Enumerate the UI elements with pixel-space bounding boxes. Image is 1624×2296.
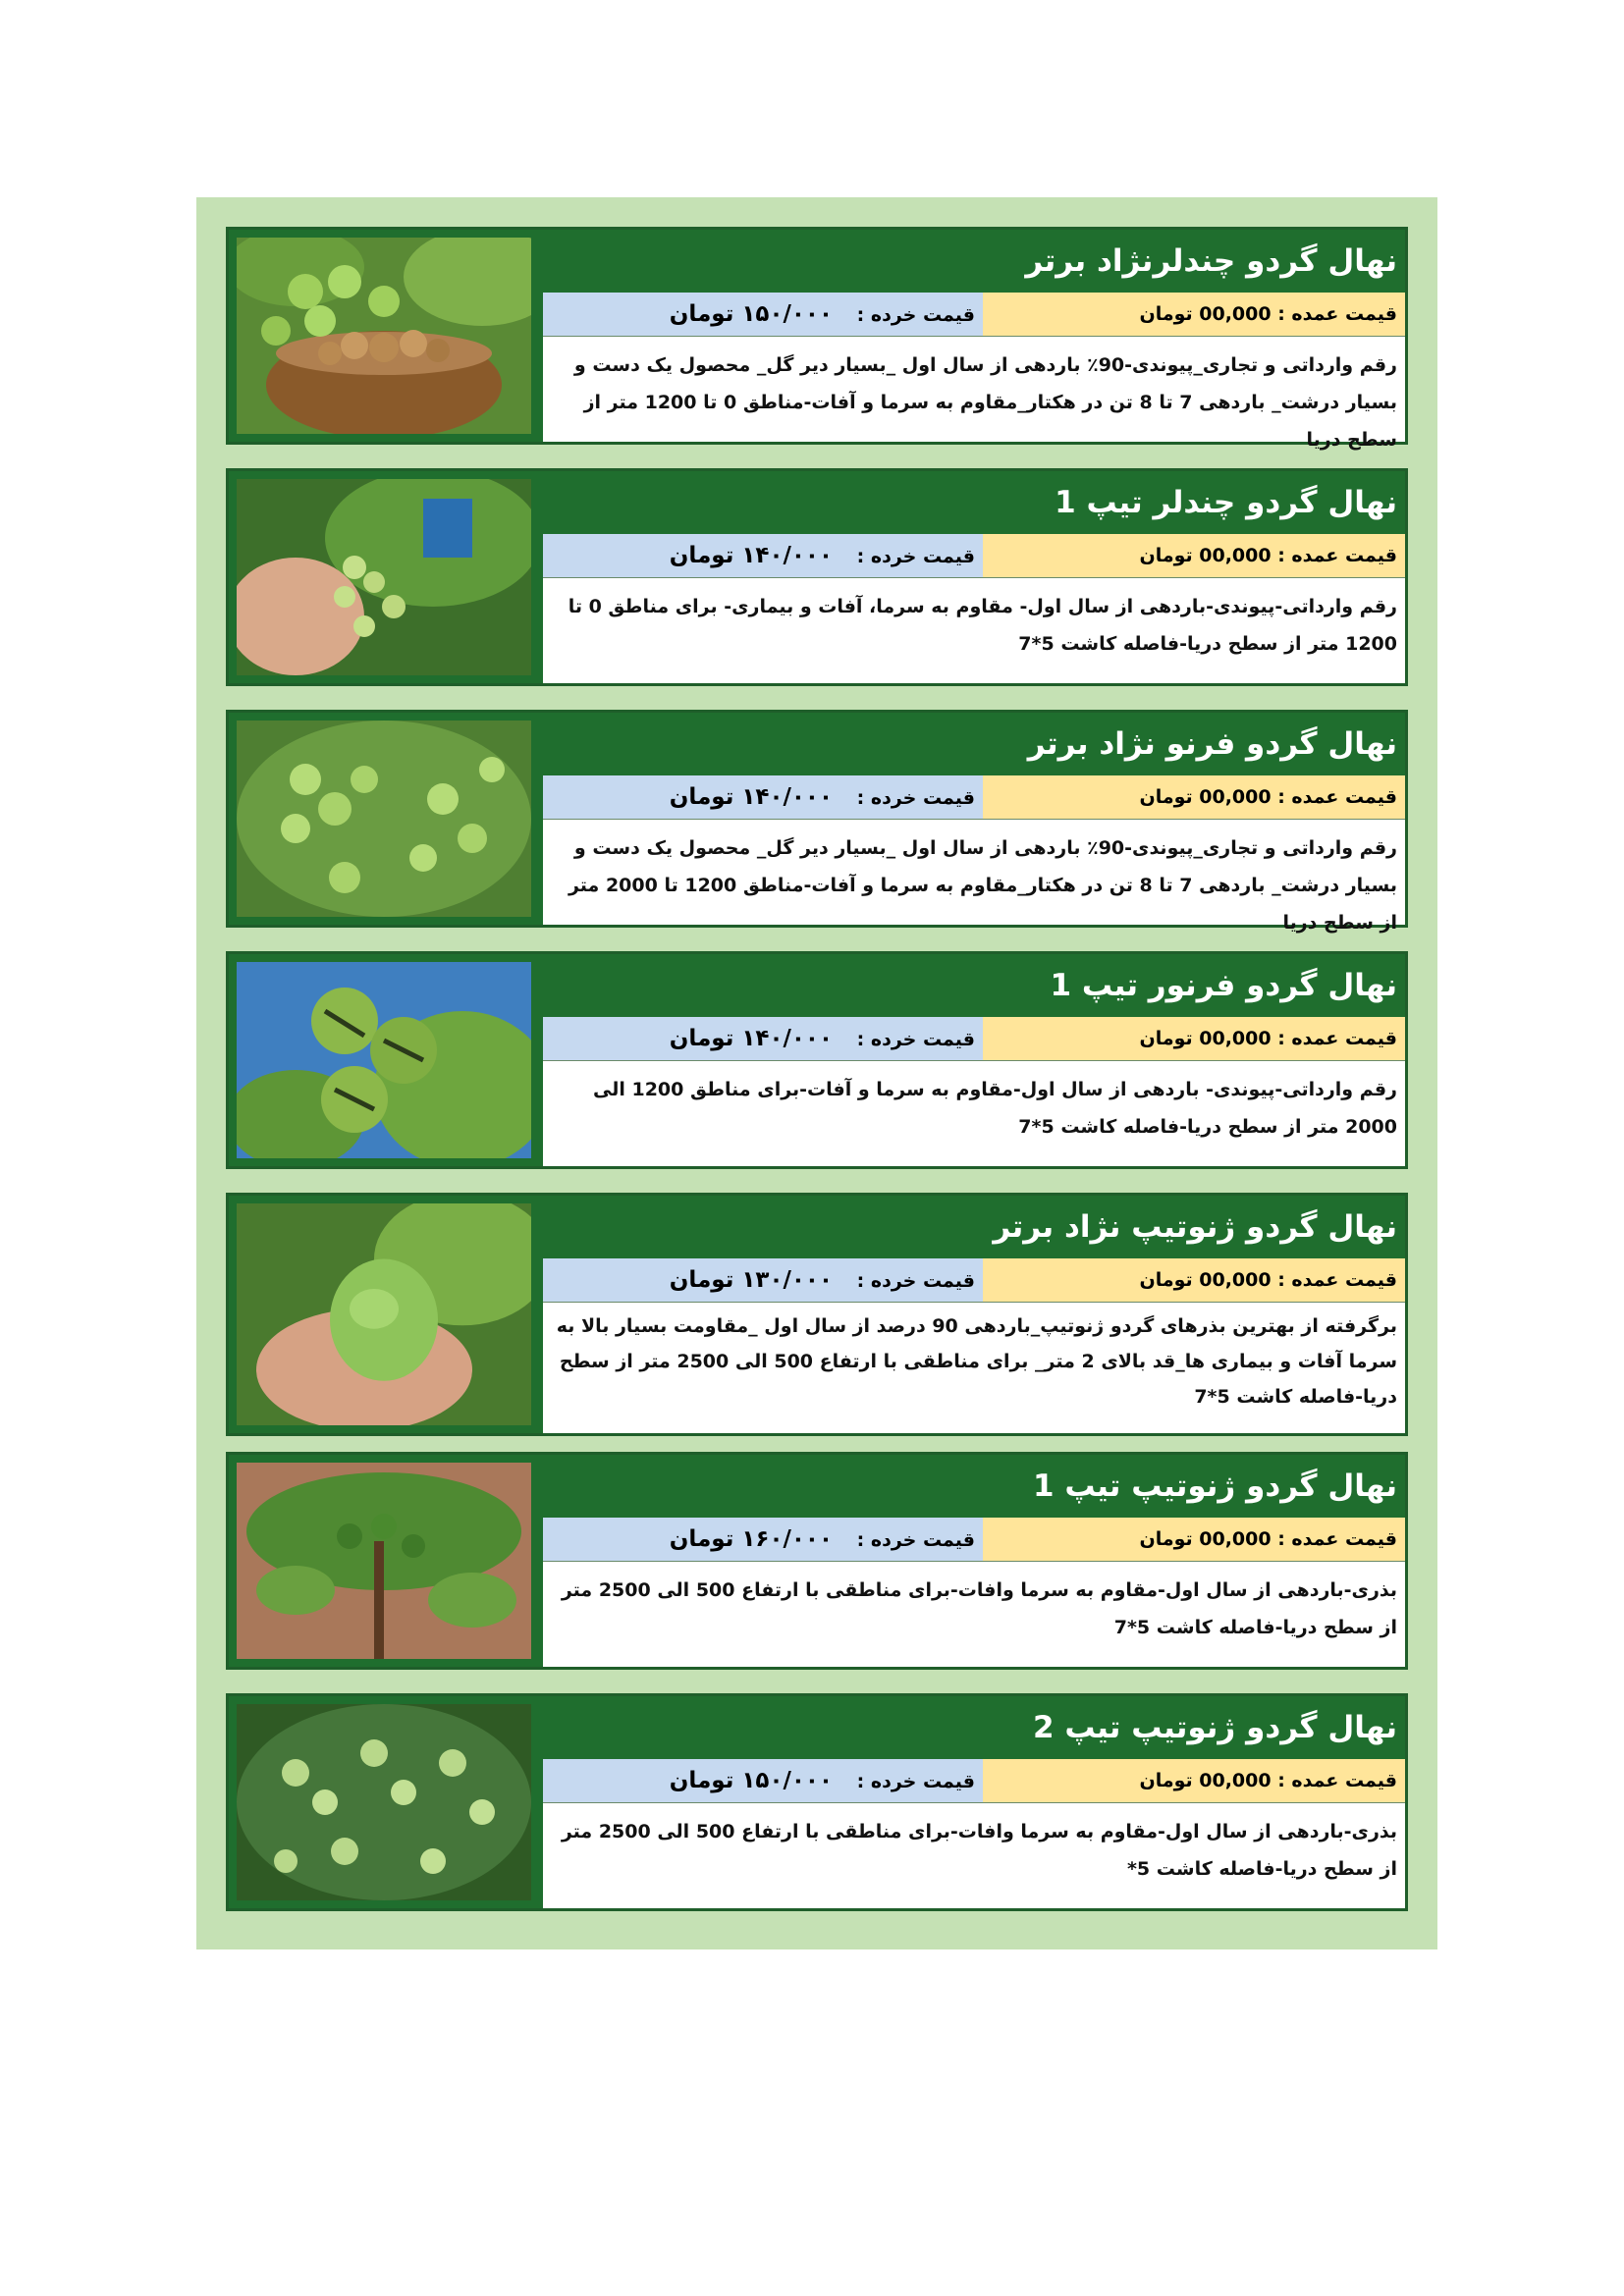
retail-price-value: ۱۴۰/۰۰۰ تومان <box>669 784 834 810</box>
retail-price-cell <box>543 1759 983 1802</box>
wholesale-price: قیمت عمده : 00,000 تومان <box>983 293 1405 336</box>
retail-price-label: قیمت خرده : <box>856 1771 975 1792</box>
price-row <box>543 1258 1405 1303</box>
price-row <box>543 775 1405 820</box>
wholesale-price: قیمت عمده : 00,000 تومان <box>983 775 1405 819</box>
product-description: رقم وارداتی و تجاری_پیوندی-90٪ باردهی از سال اول _بسیار دیر گل_ محصول یک دست و بسیار درشت_ باردهی 7 تا 8 تن در هکتار_مقاوم به سرما و آفات-مناطق 0 تا 1200 متر از سطح دریا <box>573 354 1397 451</box>
product-card <box>226 227 1408 451</box>
price-row <box>543 1017 1405 1061</box>
product-description: بذری-باردهی از سال اول-مقاوم به سرما وافات-برای مناطقی با ارتفاع 500 الی 2500 متر از سطح دریا-فاصله کاشت 5*7 <box>561 1579 1397 1638</box>
product-card <box>226 468 1408 686</box>
retail-price-value: ۱۶۰/۰۰۰ تومان <box>669 1526 834 1552</box>
product-card <box>226 951 1408 1169</box>
product-title: نهال گردو فرنور تیپ 1 <box>543 954 1405 1017</box>
walnut-basket-photo <box>237 238 531 434</box>
walnut-cluster-photo <box>237 721 531 917</box>
product-photo <box>229 230 543 442</box>
product-title: نهال گردو فرنو نژاد برتر <box>543 713 1405 775</box>
product-description: رقم وارداتی و تجاری_پیوندی-90٪ باردهی از سال اول _بسیار دیر گل_ محصول یک دست و بسیار درشت_ باردهی 7 تا 8 تن در هکتار_مقاوم به سرما و آفات-مناطق 1200 تا 2000 متر از سطح دریا <box>568 837 1397 934</box>
retail-price-cell <box>543 1017 983 1060</box>
retail-price-label: قیمت خرده : <box>856 1270 975 1292</box>
price-row <box>543 1518 1405 1562</box>
product-photo <box>229 471 543 683</box>
product-description: رقم وارداتی-پیوندی- باردهی از سال اول-مقاوم به سرما و آفات-برای مناطق 1200 الی 2000 متر از سطح دریا-فاصله کاشت 5*7 <box>593 1079 1397 1138</box>
product-photo <box>229 713 543 925</box>
price-row <box>543 534 1405 578</box>
retail-price-cell <box>543 534 983 577</box>
product-photo <box>229 1696 543 1908</box>
retail-price-value: ۱۵۰/۰۰۰ تومان <box>669 1768 834 1793</box>
retail-price-cell <box>543 1518 983 1561</box>
price-row <box>543 1759 1405 1803</box>
walnut-tree-photo <box>237 1704 531 1900</box>
product-card <box>226 710 1408 934</box>
retail-price-label: قیمت خرده : <box>856 304 975 326</box>
product-description: برگرفته از بهترین بذرهای گردو ژنوتیپ_باردهی 90 درصد از سال اول _مقاومت بسیار بالا به سرما آفات و بیماری ها_قد بالای 2 متر_ برای مناطقی با ارتفاع 500 الی 2500 متر از سطح دریا-فاصله کاشت 5*7 <box>556 1315 1397 1408</box>
retail-price-cell <box>543 775 983 819</box>
wholesale-price: قیمت عمده : 00,000 تومان <box>983 1017 1405 1060</box>
retail-price-label: قیمت خرده : <box>856 546 975 567</box>
retail-price-value: ۱۳۰/۰۰۰ تومان <box>669 1267 834 1293</box>
retail-price-value: ۱۵۰/۰۰۰ تومان <box>669 301 834 327</box>
wholesale-price: قیمت عمده : 00,000 تومان <box>983 534 1405 577</box>
product-photo <box>229 1455 543 1667</box>
retail-price-label: قیمت خرده : <box>856 1529 975 1551</box>
retail-price-cell <box>543 1258 983 1302</box>
product-title: نهال گردو چندلر تیپ 1 <box>543 471 1405 534</box>
product-title: نهال گردو ژنوتیپ تیپ 1 <box>543 1455 1405 1518</box>
product-title: نهال گردو چندلرنژاد برتر <box>543 230 1405 293</box>
retail-price-label: قیمت خرده : <box>856 787 975 809</box>
retail-price-value: ۱۴۰/۰۰۰ تومان <box>669 1026 834 1051</box>
retail-price-value: ۱۴۰/۰۰۰ تومان <box>669 543 834 568</box>
product-description: بذری-باردهی از سال اول-مقاوم به سرما وافات-برای مناطقی با ارتفاع 500 الی 2500 متر از سطح دریا-فاصله کاشت 5* <box>561 1821 1397 1880</box>
walnut-branch-hand-photo <box>237 479 531 675</box>
product-card <box>226 1452 1408 1670</box>
walnut-in-hand-photo <box>237 1203 531 1425</box>
walnut-sapling-photo <box>237 1463 531 1659</box>
product-card <box>226 1693 1408 1911</box>
retail-price-label: قیمت خرده : <box>856 1029 975 1050</box>
wholesale-price: قیمت عمده : 00,000 تومان <box>983 1759 1405 1802</box>
product-card <box>226 1193 1408 1436</box>
retail-price-cell <box>543 293 983 336</box>
product-title: نهال گردو ژنوتیپ نژاد برتر <box>543 1196 1405 1258</box>
price-row <box>543 293 1405 337</box>
product-description: رقم وارداتی-پیوندی-باردهی از سال اول- مقاوم به سرما، آفات و بیماری- برای مناطق 0 تا 1200 متر از سطح دریا-فاصله کاشت 5*7 <box>568 596 1397 655</box>
wholesale-price: قیمت عمده : 00,000 تومان <box>983 1518 1405 1561</box>
wholesale-price: قیمت عمده : 00,000 تومان <box>983 1258 1405 1302</box>
product-title: نهال گردو ژنوتیپ تیپ 2 <box>543 1696 1405 1759</box>
walnut-split-husk-photo <box>237 962 531 1158</box>
product-photo <box>229 1196 543 1433</box>
product-photo <box>229 954 543 1166</box>
